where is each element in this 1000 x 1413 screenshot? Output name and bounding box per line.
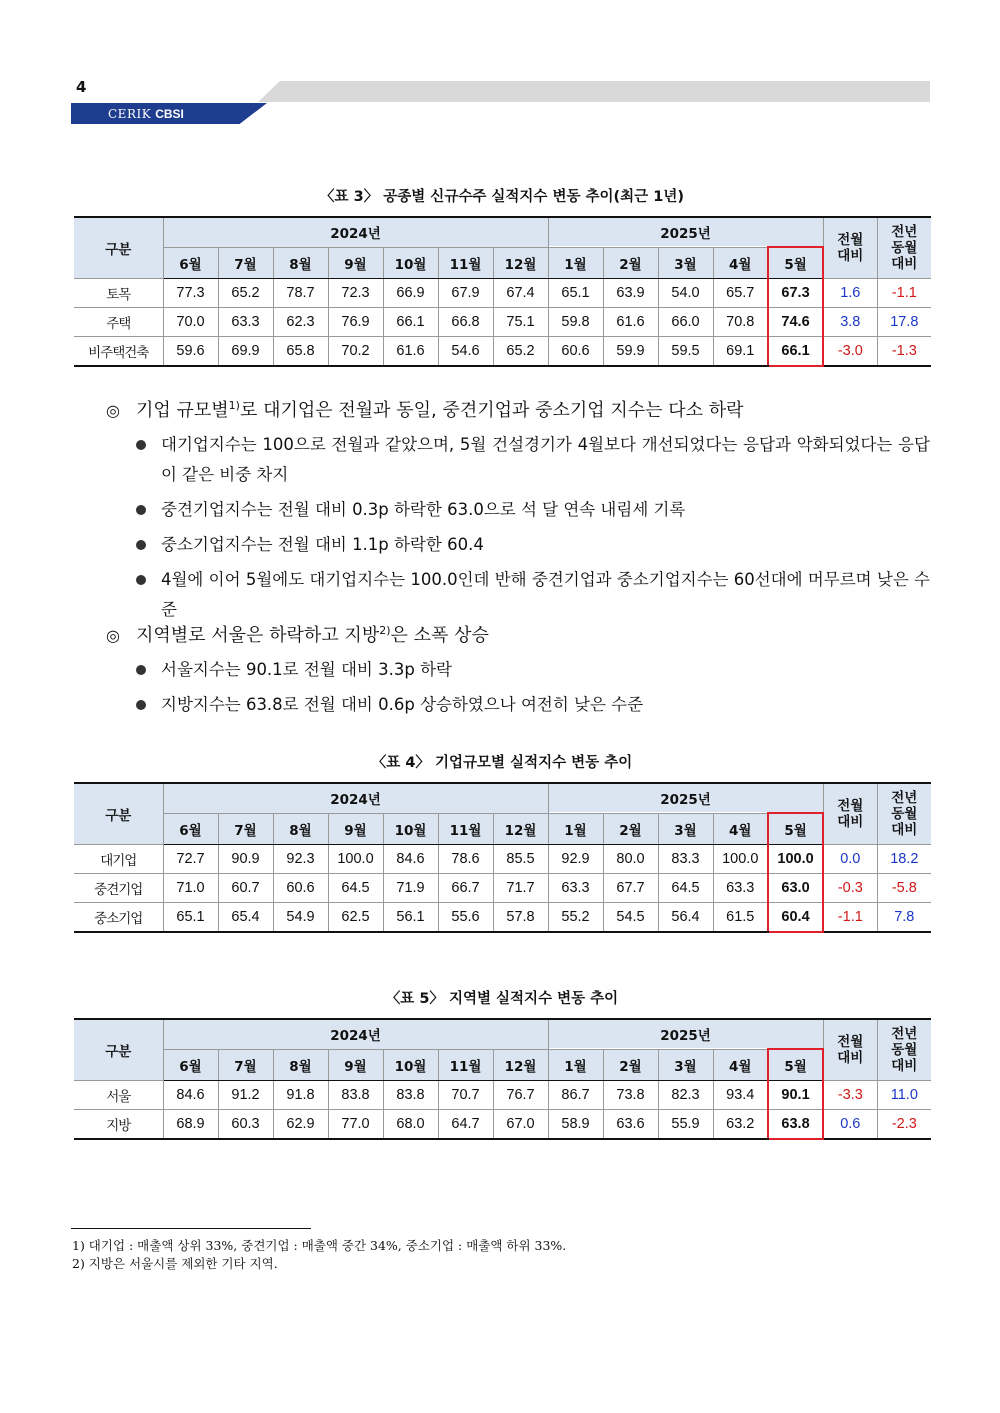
month-header: 5월 bbox=[768, 247, 823, 279]
table-row bbox=[74, 845, 931, 874]
value-cell: 71.0 bbox=[163, 874, 218, 903]
value-cell: 63.6 bbox=[603, 1110, 658, 1140]
mom-cell: -3.3 bbox=[823, 1081, 877, 1110]
value-cell: 70.7 bbox=[438, 1081, 493, 1110]
yoy-cell: -1.3 bbox=[877, 337, 931, 367]
value-cell: 64.5 bbox=[328, 874, 383, 903]
table-row bbox=[74, 1110, 931, 1140]
value-cell: 70.2 bbox=[328, 337, 383, 367]
mom-header: 전월 대비 bbox=[823, 217, 877, 279]
table4 bbox=[74, 782, 931, 933]
value-cell: 76.9 bbox=[328, 308, 383, 337]
current-month-cell: 74.6 bbox=[768, 308, 823, 337]
section1-heading bbox=[106, 396, 744, 422]
section2-title-rest: 은 소폭 상승 bbox=[390, 625, 489, 646]
section2-bullet bbox=[136, 655, 930, 685]
double-circle-icon: ◎ bbox=[106, 626, 120, 645]
month-header: 3월 bbox=[658, 813, 713, 845]
table-row bbox=[74, 874, 931, 903]
value-cell: 68.0 bbox=[383, 1110, 438, 1140]
month-header: 7월 bbox=[218, 1049, 273, 1081]
mom-cell: 1.6 bbox=[823, 279, 877, 308]
row-label: 서울 bbox=[74, 1081, 163, 1110]
value-cell: 54.5 bbox=[603, 903, 658, 933]
section1-sup: 1) bbox=[228, 399, 240, 412]
month-header: 8월 bbox=[273, 247, 328, 279]
current-month-cell: 63.8 bbox=[768, 1110, 823, 1140]
value-cell: 75.1 bbox=[493, 308, 548, 337]
col-label-header: 구분 bbox=[74, 1019, 163, 1081]
value-cell: 100.0 bbox=[713, 845, 768, 874]
month-header: 4월 bbox=[713, 1049, 768, 1081]
value-cell: 64.7 bbox=[438, 1110, 493, 1140]
section1-bullet bbox=[136, 430, 930, 490]
table5-caption: 〈표 5〉 지역별 실적지수 변동 추이 bbox=[385, 991, 619, 1007]
value-cell: 65.2 bbox=[493, 337, 548, 367]
month-header: 12월 bbox=[493, 1049, 548, 1081]
yoy-header: 전년 동월 대비 bbox=[877, 217, 931, 279]
value-cell: 71.7 bbox=[493, 874, 548, 903]
value-cell: 56.4 bbox=[658, 903, 713, 933]
section1-title-rest: 로 대기업은 전월과 동일, 중견기업과 중소기업 지수는 다소 하락 bbox=[239, 400, 744, 421]
month-header: 6월 bbox=[163, 813, 218, 845]
value-cell: 65.7 bbox=[713, 279, 768, 308]
table5 bbox=[74, 1018, 931, 1140]
month-header: 2월 bbox=[603, 813, 658, 845]
value-cell: 60.3 bbox=[218, 1110, 273, 1140]
value-cell: 69.1 bbox=[713, 337, 768, 367]
section2-heading bbox=[106, 621, 489, 647]
table4-caption: 〈표 4〉 기업규모별 실적지수 변동 추이 bbox=[371, 755, 633, 771]
col-label-header: 구분 bbox=[74, 217, 163, 279]
mom-cell: 0.6 bbox=[823, 1110, 877, 1140]
month-header: 12월 bbox=[493, 813, 548, 845]
value-cell: 66.0 bbox=[658, 308, 713, 337]
current-month-cell: 63.0 bbox=[768, 874, 823, 903]
value-cell: 64.5 bbox=[658, 874, 713, 903]
value-cell: 86.7 bbox=[548, 1081, 603, 1110]
value-cell: 93.4 bbox=[713, 1081, 768, 1110]
value-cell: 63.3 bbox=[218, 308, 273, 337]
year-2025-header: 2025년 bbox=[548, 783, 823, 813]
value-cell: 67.0 bbox=[493, 1110, 548, 1140]
current-month-cell: 67.3 bbox=[768, 279, 823, 308]
value-cell: 63.9 bbox=[603, 279, 658, 308]
value-cell: 55.2 bbox=[548, 903, 603, 933]
value-cell: 62.3 bbox=[273, 308, 328, 337]
value-cell: 58.9 bbox=[548, 1110, 603, 1140]
month-header: 6월 bbox=[163, 1049, 218, 1081]
mom-cell: 0.0 bbox=[823, 845, 877, 874]
value-cell: 66.9 bbox=[383, 279, 438, 308]
footnote-1: 1) 대기업 : 매출액 상위 33%, 중견기업 : 매출액 중간 34%, 중소기업 : 매출액 하위 33%. bbox=[72, 1238, 567, 1253]
mom-cell: -1.1 bbox=[823, 903, 877, 933]
bullet-dot-icon bbox=[136, 440, 146, 450]
value-cell: 60.6 bbox=[273, 874, 328, 903]
section1-bullet bbox=[136, 565, 930, 625]
value-cell: 59.6 bbox=[163, 337, 218, 367]
table-row bbox=[74, 308, 931, 337]
section2-sup: 2) bbox=[379, 624, 391, 637]
value-cell: 70.0 bbox=[163, 308, 218, 337]
month-header: 10월 bbox=[383, 247, 438, 279]
month-header: 5월 bbox=[768, 813, 823, 845]
value-cell: 66.1 bbox=[383, 308, 438, 337]
value-cell: 85.5 bbox=[493, 845, 548, 874]
row-label: 지방 bbox=[74, 1110, 163, 1140]
value-cell: 60.7 bbox=[218, 874, 273, 903]
month-header: 1월 bbox=[548, 247, 603, 279]
month-header: 7월 bbox=[218, 813, 273, 845]
value-cell: 92.9 bbox=[548, 845, 603, 874]
mom-header: 전월 대비 bbox=[823, 783, 877, 845]
month-header: 3월 bbox=[658, 1049, 713, 1081]
value-cell: 69.9 bbox=[218, 337, 273, 367]
value-cell: 62.9 bbox=[273, 1110, 328, 1140]
month-header: 7월 bbox=[218, 247, 273, 279]
bullet-text: 지방지수는 63.8로 전월 대비 0.6p 상승하였으나 여전히 낮은 수준 bbox=[161, 695, 644, 714]
bullet-dot-icon bbox=[136, 665, 146, 675]
month-header: 6월 bbox=[163, 247, 218, 279]
bullet-text: 중소기업지수는 전월 대비 1.1p 하락한 60.4 bbox=[161, 535, 484, 554]
mom-cell: 3.8 bbox=[823, 308, 877, 337]
value-cell: 83.8 bbox=[383, 1081, 438, 1110]
value-cell: 70.8 bbox=[713, 308, 768, 337]
bullet-text: 서울지수는 90.1로 전월 대비 3.3p 하락 bbox=[161, 660, 452, 679]
mom-cell: -3.0 bbox=[823, 337, 877, 367]
value-cell: 59.5 bbox=[658, 337, 713, 367]
month-header: 9월 bbox=[328, 1049, 383, 1081]
value-cell: 65.4 bbox=[218, 903, 273, 933]
value-cell: 67.4 bbox=[493, 279, 548, 308]
value-cell: 61.6 bbox=[383, 337, 438, 367]
table-row bbox=[74, 903, 931, 933]
value-cell: 91.8 bbox=[273, 1081, 328, 1110]
month-header: 2월 bbox=[603, 247, 658, 279]
value-cell: 54.6 bbox=[438, 337, 493, 367]
value-cell: 100.0 bbox=[328, 845, 383, 874]
yoy-cell: 17.8 bbox=[877, 308, 931, 337]
table-row bbox=[74, 279, 931, 308]
footnote-2: 2) 지방은 서울시를 제외한 기타 지역. bbox=[72, 1256, 278, 1271]
row-label: 토목 bbox=[74, 279, 163, 308]
mom-header: 전월 대비 bbox=[823, 1019, 877, 1081]
page-number: 4 bbox=[76, 78, 87, 96]
bullet-text: 중견기업지수는 전월 대비 0.3p 하락한 63.0으로 석 달 연속 내림세 기록 bbox=[161, 500, 686, 519]
bullet-dot-icon bbox=[136, 700, 146, 710]
month-header: 11월 bbox=[438, 247, 493, 279]
row-label: 비주택건축 bbox=[74, 337, 163, 367]
header-logo bbox=[108, 104, 184, 124]
month-header: 11월 bbox=[438, 813, 493, 845]
value-cell: 65.2 bbox=[218, 279, 273, 308]
value-cell: 56.1 bbox=[383, 903, 438, 933]
value-cell: 90.9 bbox=[218, 845, 273, 874]
value-cell: 67.7 bbox=[603, 874, 658, 903]
value-cell: 55.9 bbox=[658, 1110, 713, 1140]
month-header: 1월 bbox=[548, 813, 603, 845]
value-cell: 54.0 bbox=[658, 279, 713, 308]
value-cell: 82.3 bbox=[658, 1081, 713, 1110]
yoy-cell: 7.8 bbox=[877, 903, 931, 933]
section2-title: 지역별로 서울은 하락하고 지방 bbox=[136, 625, 380, 646]
value-cell: 72.3 bbox=[328, 279, 383, 308]
year-2025-header: 2025년 bbox=[548, 217, 823, 247]
value-cell: 67.9 bbox=[438, 279, 493, 308]
month-header: 2월 bbox=[603, 1049, 658, 1081]
bullet-dot-icon bbox=[136, 505, 146, 515]
value-cell: 62.5 bbox=[328, 903, 383, 933]
value-cell: 55.6 bbox=[438, 903, 493, 933]
value-cell: 60.6 bbox=[548, 337, 603, 367]
table3-caption: 〈표 3〉 공종별 신규수주 실적지수 변동 추이(최근 1년) bbox=[320, 189, 684, 205]
value-cell: 59.8 bbox=[548, 308, 603, 337]
year-2024-header: 2024년 bbox=[163, 217, 548, 247]
value-cell: 66.7 bbox=[438, 874, 493, 903]
month-header: 12월 bbox=[493, 247, 548, 279]
value-cell: 63.2 bbox=[713, 1110, 768, 1140]
row-label: 중견기업 bbox=[74, 874, 163, 903]
section1-bullet bbox=[136, 495, 930, 525]
yoy-cell: -2.3 bbox=[877, 1110, 931, 1140]
value-cell: 72.7 bbox=[163, 845, 218, 874]
table3 bbox=[74, 216, 931, 367]
bullet-dot-icon bbox=[136, 540, 146, 550]
value-cell: 78.6 bbox=[438, 845, 493, 874]
mom-cell: -0.3 bbox=[823, 874, 877, 903]
row-label: 대기업 bbox=[74, 845, 163, 874]
month-header: 9월 bbox=[328, 247, 383, 279]
value-cell: 84.6 bbox=[383, 845, 438, 874]
month-header: 8월 bbox=[273, 1049, 328, 1081]
footnote-rule bbox=[71, 1228, 311, 1229]
month-header: 4월 bbox=[713, 247, 768, 279]
bullet-dot-icon bbox=[136, 575, 146, 585]
value-cell: 63.3 bbox=[713, 874, 768, 903]
year-2024-header: 2024년 bbox=[163, 783, 548, 813]
value-cell: 78.7 bbox=[273, 279, 328, 308]
value-cell: 91.2 bbox=[218, 1081, 273, 1110]
value-cell: 84.6 bbox=[163, 1081, 218, 1110]
value-cell: 76.7 bbox=[493, 1081, 548, 1110]
section1-bullet bbox=[136, 530, 930, 560]
row-label: 중소기업 bbox=[74, 903, 163, 933]
current-month-cell: 100.0 bbox=[768, 845, 823, 874]
month-header: 10월 bbox=[383, 813, 438, 845]
month-header: 10월 bbox=[383, 1049, 438, 1081]
yoy-header: 전년 동월 대비 bbox=[877, 783, 931, 845]
value-cell: 83.3 bbox=[658, 845, 713, 874]
value-cell: 80.0 bbox=[603, 845, 658, 874]
month-header: 9월 bbox=[328, 813, 383, 845]
table-row bbox=[74, 337, 931, 367]
month-header: 8월 bbox=[273, 813, 328, 845]
month-header: 1월 bbox=[548, 1049, 603, 1081]
month-header: 4월 bbox=[713, 813, 768, 845]
current-month-cell: 60.4 bbox=[768, 903, 823, 933]
logo-org: CERIK bbox=[108, 107, 152, 121]
section1-title: 기업 규모별 bbox=[136, 400, 229, 421]
year-2025-header: 2025년 bbox=[548, 1019, 823, 1049]
value-cell: 61.6 bbox=[603, 308, 658, 337]
bullet-text: 대기업지수는 100으로 전월과 같았으며, 5월 건설경기가 4월보다 개선되었다는 응답과 악화되었다는 응답이 같은 비중 차지 bbox=[161, 435, 930, 484]
value-cell: 77.0 bbox=[328, 1110, 383, 1140]
value-cell: 77.3 bbox=[163, 279, 218, 308]
value-cell: 54.9 bbox=[273, 903, 328, 933]
value-cell: 65.8 bbox=[273, 337, 328, 367]
yoy-cell: -5.8 bbox=[877, 874, 931, 903]
value-cell: 65.1 bbox=[163, 903, 218, 933]
value-cell: 57.8 bbox=[493, 903, 548, 933]
value-cell: 73.8 bbox=[603, 1081, 658, 1110]
value-cell: 59.9 bbox=[603, 337, 658, 367]
current-month-cell: 66.1 bbox=[768, 337, 823, 367]
value-cell: 61.5 bbox=[713, 903, 768, 933]
month-header: 11월 bbox=[438, 1049, 493, 1081]
yoy-header: 전년 동월 대비 bbox=[877, 1019, 931, 1081]
header-gray-band bbox=[258, 81, 930, 102]
value-cell: 92.3 bbox=[273, 845, 328, 874]
yoy-cell: 11.0 bbox=[877, 1081, 931, 1110]
yoy-cell: -1.1 bbox=[877, 279, 931, 308]
col-label-header: 구분 bbox=[74, 783, 163, 845]
logo-product: CBSI bbox=[155, 107, 184, 121]
month-header: 3월 bbox=[658, 247, 713, 279]
bullet-text: 4월에 이어 5월에도 대기업지수는 100.0인데 반해 중견기업과 중소기업지수는 60선대에 머무르며 낮은 수준 bbox=[161, 570, 930, 619]
section2-bullet bbox=[136, 690, 930, 720]
yoy-cell: 18.2 bbox=[877, 845, 931, 874]
value-cell: 65.1 bbox=[548, 279, 603, 308]
value-cell: 71.9 bbox=[383, 874, 438, 903]
value-cell: 83.8 bbox=[328, 1081, 383, 1110]
value-cell: 68.9 bbox=[163, 1110, 218, 1140]
table-row bbox=[74, 1081, 931, 1110]
current-month-cell: 90.1 bbox=[768, 1081, 823, 1110]
value-cell: 63.3 bbox=[548, 874, 603, 903]
month-header: 5월 bbox=[768, 1049, 823, 1081]
double-circle-icon: ◎ bbox=[106, 401, 120, 420]
row-label: 주택 bbox=[74, 308, 163, 337]
year-2024-header: 2024년 bbox=[163, 1019, 548, 1049]
value-cell: 66.8 bbox=[438, 308, 493, 337]
